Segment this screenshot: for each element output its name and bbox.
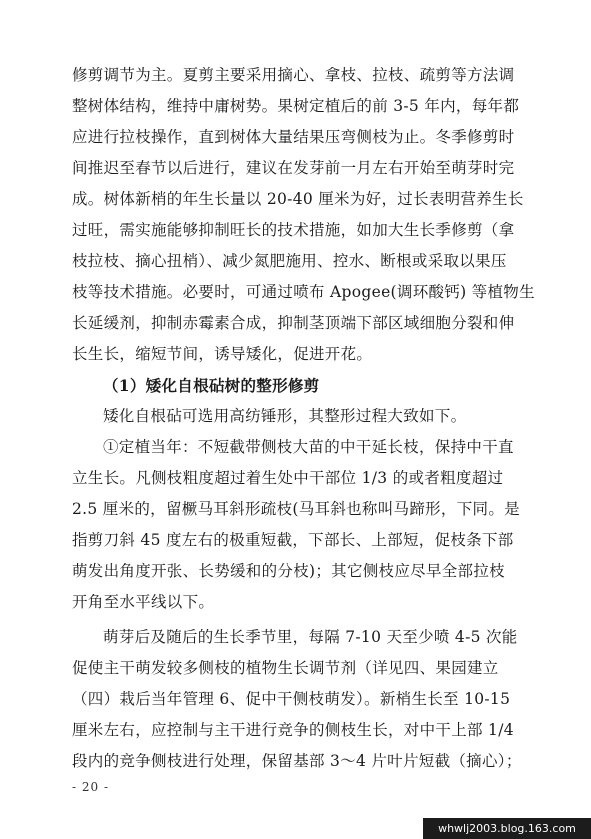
paragraph-growth-season: [72, 622, 522, 777]
text-line: 过旺，需实施能够抑制旺长的技术措施，如加大生长季修剪（拿: [72, 221, 515, 239]
text-line: （四）栽后当年管理 6、促中干侧枝萌发）。新梢生长至 10-15: [72, 690, 511, 708]
text-line: 2.5 厘米的，留橛马耳斜形疏枝(马耳斜也称叫马蹄形，下同。是: [72, 500, 520, 518]
blog-watermark: whwlj2003.blog.163.com: [423, 818, 591, 839]
page-number: - 20 -: [72, 780, 110, 794]
paragraph-planting-year: [72, 432, 519, 618]
text-line: ①定植当年：不短截带侧枝大苗的中干延长枝，保持中干直: [103, 438, 514, 456]
paragraph-spindle-intro: [72, 401, 519, 432]
text-line: 间推迟至春节以后进行，建议在发芽前一月左右开始至萌芽时完: [72, 159, 515, 177]
text-line: 段内的竞争侧枝进行处理，保留基部 3～4 片叶片短截（摘心）；: [72, 752, 522, 770]
text-line: 修剪调节为主。夏剪主要采用摘心、拿枝、拉枝、疏剪等方法调: [72, 66, 515, 84]
text-line: 枝等技术措施。必要时，可通过喷布 Apogee(调环酸钙) 等植物生: [72, 283, 535, 301]
text-line: 应进行拉枝操作，直到树体大量结果压弯侧枝为止。冬季修剪时: [72, 128, 515, 146]
text-line: 整树体结构，维持中庸树势。果树定植后的前 3-5 年内，每年都: [72, 97, 520, 115]
section-heading-text: （1）矮化自根砧树的整形修剪: [103, 376, 320, 395]
section-heading: [72, 370, 519, 401]
text-line: 成。树体新梢的年生长量以 20-40 厘米为好，过长表明营养生长: [72, 190, 524, 208]
text-line: 长生长，缩短节间，诱导矮化，促进开花。: [72, 345, 373, 363]
text-line: 促使主干萌发较多侧枝的植物生长调节剂（详见四、果园建立: [72, 659, 499, 677]
text-line: 矮化自根砧可选用高纺锤形，其整形过程大致如下。: [103, 407, 467, 425]
paragraph-pruning-summary: [72, 60, 535, 370]
text-line: 枝拉枝、摘心扭梢）、减少氮肥施用、控水、断根或采取以果压: [72, 252, 507, 270]
text-line: 萌芽后及随后的生长季节里，每隔 7-10 天至少喷 4-5 次能: [103, 628, 518, 646]
text-line: 指剪刀斜 45 度左右的极重短截，下部长、上部短，促枝条下部: [72, 531, 514, 549]
text-line: 开角至水平线以下。: [72, 593, 215, 611]
text-line: 立生长。凡侧枝粗度超过着生处中干部位 1/3 的或者粗度超过: [72, 469, 504, 487]
text-line: 厘米左右，应控制与主干进行竞争的侧枝生长，对中干上部 1/4: [72, 721, 514, 739]
text-line: 萌发出角度开张、长势缓和的分枝)；其它侧枝应尽早全部拉枝: [72, 562, 505, 580]
text-line: 长延缓剂，抑制赤霉素合成，抑制茎顶端下部区域细胞分裂和伸: [72, 314, 515, 332]
